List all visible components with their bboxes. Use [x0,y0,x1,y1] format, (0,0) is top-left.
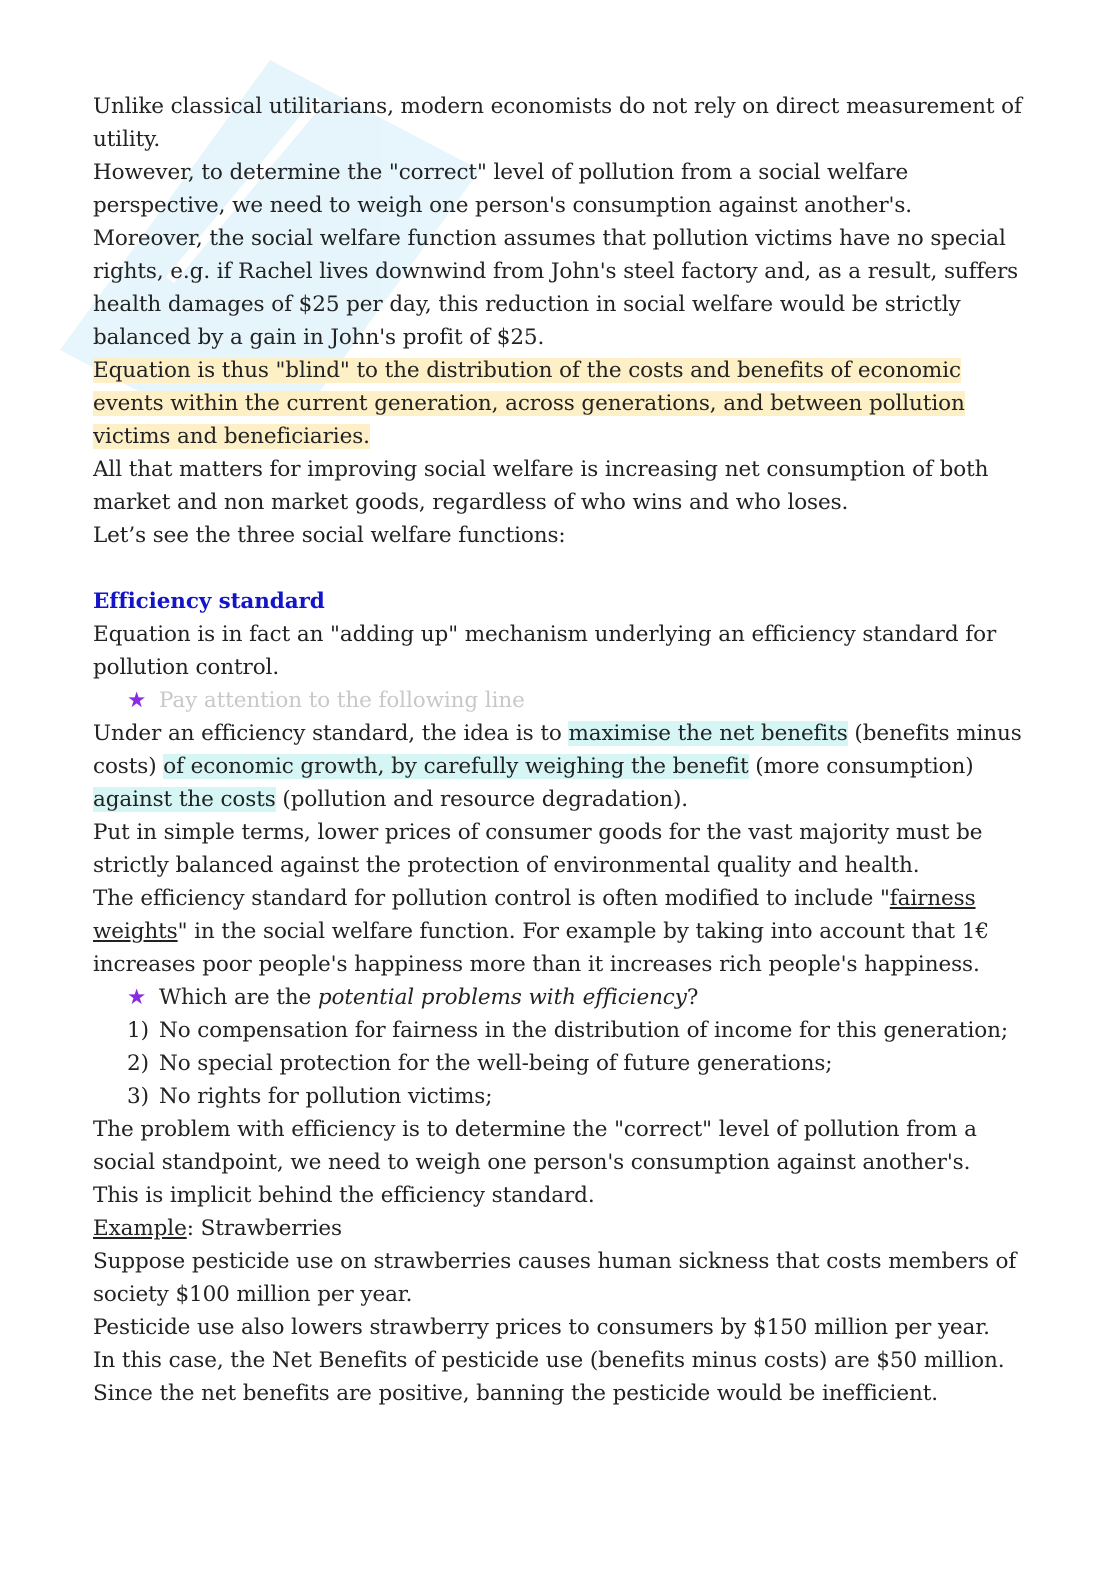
paragraph: Equation is in fact an "adding up" mechanism underlying an efficiency standard for pollution control. [93,622,997,680]
highlight-yellow: Equation is thus "blind" to the distribution of the costs and benefits of economic events within the current generation, across generations, and between pollution victims and beneficiaries. [93,358,965,449]
text-run: " in the social welfare function. For example by taking into account that 1€ increases poor people's happiness more than it increases rich people's happiness. [93,919,989,977]
text-run: : Strawberries [186,1216,342,1241]
item-text: No special protection for the well-being of future generations; [159,1051,833,1076]
paragraph [93,717,1033,816]
paragraph [93,882,1033,981]
document-page [93,90,1033,1410]
star-icon: ★ [127,688,147,713]
paragraph: The problem with efficiency is to determine the "correct" level of pollution from a social standpoint, we need to weigh one person's consumption against another's. [93,1117,977,1175]
text-run: Under an efficiency standard, the idea is to [93,721,569,746]
text-run: (benefits minus costs) [93,721,1022,779]
star-icon: ★ [127,985,147,1010]
paragraph: Pesticide use also lowers strawberry prices to consumers by $150 million per year. [93,1315,990,1340]
bullet-item [93,684,1033,717]
paragraph: All that matters for improving social welfare is increasing net consumption of both market and non market goods, regardless of who wins and who loses. [93,457,989,515]
paragraph: Since the net benefits are positive, banning the pesticide would be inefficient. [93,1381,938,1406]
item-number: 1) [127,1018,149,1043]
text-run: ? [686,985,699,1010]
text-run: (pollution and resource degradation). [275,787,688,812]
numbered-item [93,1014,1033,1047]
bullet-text [159,981,698,1014]
text-run: The efficiency standard for pollution control is often modified to include " [93,886,890,911]
paragraph: This is implicit behind the efficiency standard. [93,1183,595,1208]
example-label: Example [93,1216,187,1241]
highlight-cyan: maximise the net benefits [568,721,848,746]
bullet-item [93,981,1033,1014]
highlighted-paragraph [93,354,1033,453]
example-line [93,1212,1033,1245]
item-text: No rights for pollution victims; [159,1084,493,1109]
numbered-item [93,1080,1033,1113]
italic-text: potential problems with efficiency [317,985,687,1010]
item-text: No compensation for fairness in the distribution of income for this generation; [159,1018,1008,1043]
item-number: 3) [127,1084,149,1109]
text-run: (more consumption) [748,754,974,779]
highlight-cyan: of economic growth, by carefully weighing the benefit [163,754,749,779]
paragraph: Unlike classical utilitarians, modern economists do not rely on direct measurement of utility. [93,94,1022,152]
underlined-term: fairness weights [93,886,976,944]
section-heading: Efficiency standard [93,589,325,614]
paragraph: Suppose pesticide use on strawberries causes human sickness that costs members of society $100 million per year. [93,1249,1017,1307]
paragraph: However, to determine the "correct" level of pollution from a social welfare perspective, we need to weigh one person's consumption against another's. [93,160,913,218]
paragraph: Let’s see the three social welfare functions: [93,523,566,548]
paragraph: In this case, the Net Benefits of pesticide use (benefits minus costs) are $50 million. [93,1348,1005,1373]
highlight-cyan: against the costs [93,787,276,812]
numbered-item [93,1047,1033,1080]
paragraph: Moreover, the social welfare function assumes that pollution victims have no special rights, e.g. if Rachel lives downwind from John's steel factory and, as a result, suffers health damages of $25 per day, this reduction in social welfare would be strictly balanced by a gain in John's profit of $25. [93,226,1019,350]
text-run: Which are the [159,985,318,1010]
item-number: 2) [127,1051,149,1076]
bullet-text: Pay attention to the following line [159,688,525,713]
paragraph: Put in simple terms, lower prices of consumer goods for the vast majority must be strictly balanced against the protection of environmental quality and health. [93,820,983,878]
